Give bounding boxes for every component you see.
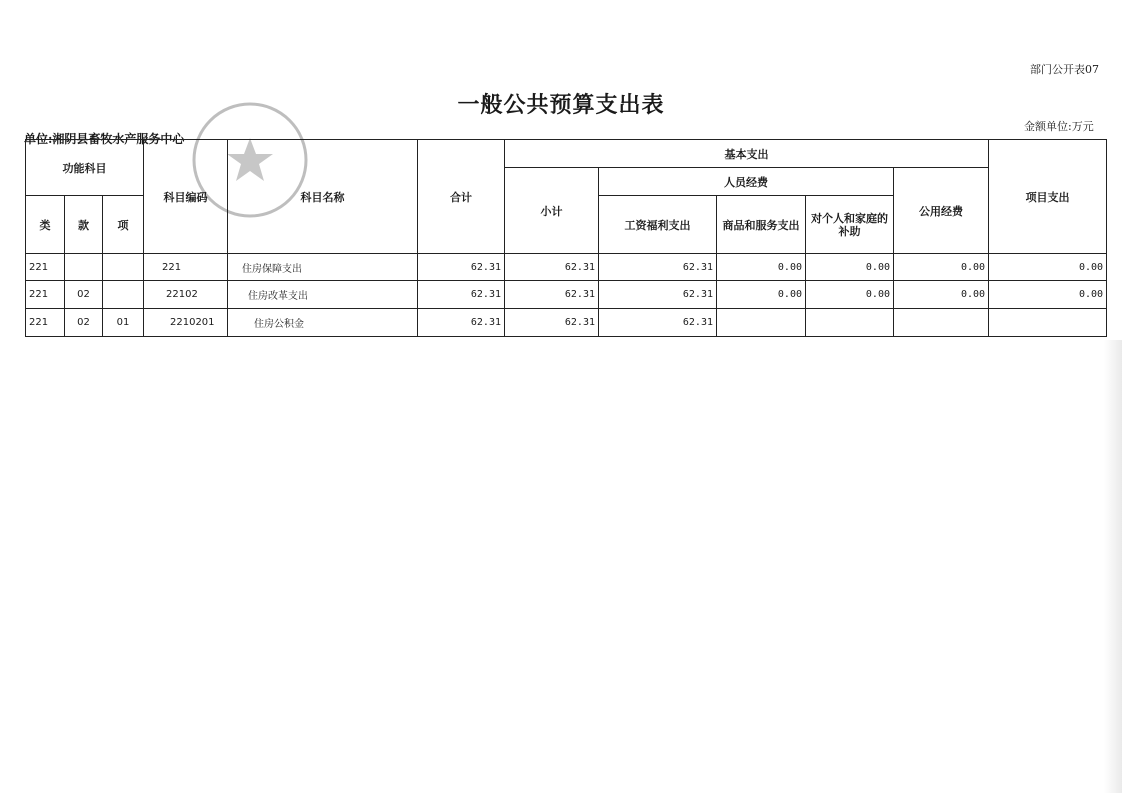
goods-cell: 0.00 — [717, 281, 806, 309]
table-row — [26, 309, 1107, 337]
total-cell: 62.31 — [418, 309, 505, 337]
subsidy-cell — [806, 309, 894, 337]
kuan-cell — [65, 254, 103, 281]
code-cell: 221 — [144, 254, 228, 281]
public-expenditure-header: 公用经费 — [894, 168, 989, 254]
name-cell: 住房改革支出 — [228, 281, 418, 309]
xiang-header: 项 — [103, 196, 144, 254]
goods-services-header: 商品和服务支出 — [717, 196, 806, 254]
goods-cell — [717, 309, 806, 337]
document-code: 部门公开表07 — [1030, 63, 1099, 76]
basic-expenditure-header: 基本支出 — [505, 140, 989, 168]
xiang-cell — [103, 281, 144, 309]
scan-shadow — [1104, 340, 1122, 793]
page-title: 一般公共预算支出表 — [457, 92, 665, 118]
project-expenditure-header: 项目支出 — [989, 140, 1107, 254]
lei-header: 类 — [26, 196, 65, 254]
name-cell: 住房保障支出 — [228, 254, 418, 281]
total-header: 合计 — [418, 140, 505, 254]
salary-cell: 62.31 — [599, 254, 717, 281]
subtotal-cell: 62.31 — [505, 281, 599, 309]
project-cell — [989, 309, 1107, 337]
code-cell: 22102 — [144, 281, 228, 309]
table-row — [26, 281, 1107, 309]
project-cell: 0.00 — [989, 281, 1107, 309]
lei-cell: 221 — [26, 281, 65, 309]
subsidy-cell: 0.00 — [806, 254, 894, 281]
public-cell: 0.00 — [894, 281, 989, 309]
subtotal-cell: 62.31 — [505, 254, 599, 281]
subtotal-header: 小计 — [505, 168, 599, 254]
kuan-cell: 02 — [65, 309, 103, 337]
salary-cell: 62.31 — [599, 281, 717, 309]
amount-unit-label: 金额单位:万元 — [1024, 120, 1094, 133]
subsidy-cell: 0.00 — [806, 281, 894, 309]
public-cell — [894, 309, 989, 337]
xiang-cell: 01 — [103, 309, 144, 337]
unit-label: 单位:湘阴县畜牧水产服务中心 — [24, 132, 185, 146]
subtotal-cell: 62.31 — [505, 309, 599, 337]
kuan-cell: 02 — [65, 281, 103, 309]
lei-cell: 221 — [26, 254, 65, 281]
total-cell: 62.31 — [418, 254, 505, 281]
header-row-1 — [26, 140, 1107, 168]
code-cell: 2210201 — [144, 309, 228, 337]
personal-subsidy-header: 对个人和家庭的补助 — [806, 196, 894, 254]
budget-table — [25, 139, 1107, 337]
func-subject-header: 功能科目 — [26, 140, 144, 196]
kuan-header: 款 — [65, 196, 103, 254]
public-cell: 0.00 — [894, 254, 989, 281]
goods-cell: 0.00 — [717, 254, 806, 281]
salary-header: 工资福利支出 — [599, 196, 717, 254]
total-cell: 62.31 — [418, 281, 505, 309]
lei-cell: 221 — [26, 309, 65, 337]
subject-code-header: 科目编码 — [144, 140, 228, 254]
project-cell: 0.00 — [989, 254, 1107, 281]
name-cell: 住房公积金 — [228, 309, 418, 337]
table-row — [26, 254, 1107, 281]
xiang-cell — [103, 254, 144, 281]
personnel-header: 人员经费 — [599, 168, 894, 196]
salary-cell: 62.31 — [599, 309, 717, 337]
subject-name-header: 科目名称 — [228, 140, 418, 254]
